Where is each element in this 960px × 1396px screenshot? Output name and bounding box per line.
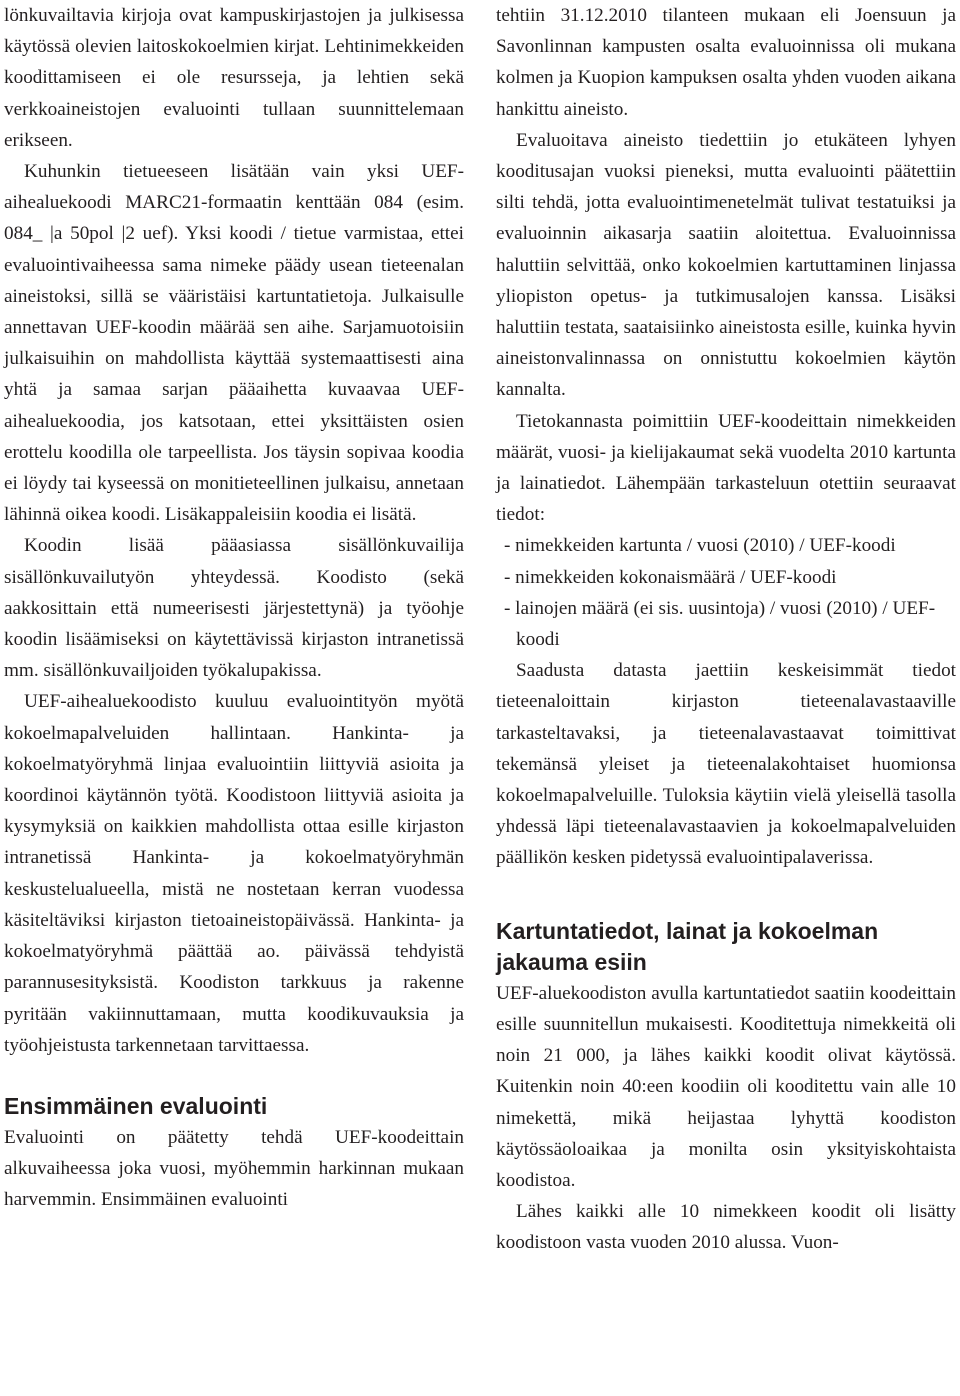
spacer: [496, 874, 956, 916]
list-item: - nimekkeiden kokonaismäärä / UEF-koodi: [504, 566, 837, 588]
spacer: [4, 1061, 464, 1091]
paragraph: Evaluoitava aineisto tiedettiin jo etukäteen lyhyen kooditusajan vuoksi pieneksi, mutta evaluointi päätettiin silti tehdä, jotta evaluointimenetelmät tulivat testatuiksi ja evaluoinnin aikasarja saatiin aloitettua. Evaluoinnissa haluttiin selvittää, onko kokoelmien kartuttaminen linjassa yliopiston opetus- ja tutkimusalojen kanssa. Lisäksi haluttiin testata, saataisiinko aineistosta esille, kuinka hyvin aineistonvalinnassa on onnistuttu kokoelmien käytön kannalta.: [496, 129, 956, 401]
left-column: [4, 0, 464, 1216]
paragraph: Kuhunkin tietueeseen lisätään vain yksi UEF-aihealuekoodi MARC21-formaatin kenttään 084 (esim. 084_ |a 50pol |2 uef). Yksi koodi / tietue varmistaa, ettei evaluointivaiheessa sama nimeke päädy usean tieteenalan aineistoksi, sillä se vääristäisi kartuntatietoja. Julkaisulle annettavan UEF-koodin määrää sen aihe. Sarjamuotoisiin julkaisuihin on mahdollista käyttää systemaattisesti aina yhtä ja samaa sarjan pääaihetta kuvaavaa UEF-aihealuekoodia, jos katsotaan, ettei yksittäisten osien erottelu koodilla ole tarpeellista. Jos täysin sopivaa koodia ei löydy tai kyseessä on monitieteellinen julkaisu, annetaan lähinnä oikea koodi. Lisäkappaleisiin koodia ei lisätä.: [4, 161, 464, 526]
paragraph: UEF-aluekoodiston avulla kartuntatiedot saatiin koodeittain esille suunnitellun mukaisesti. Kooditettuja nimekkeitä oli noin 21 000, ja lähes kaikki koodit olivat käytössä. Kuitenkin noin 40:een koodiin oli kooditettu vain alle 10 nimekettä, mikä heijastaa lyhyttä koodiston käytössäoloaikaa ja monilta osin yksityiskohtaista koodistoa.: [496, 982, 956, 1191]
list-item: - lainojen määrä (ei sis. uusintoja) / vuosi (2010) / UEF-koodi: [504, 597, 936, 651]
paragraph: Koodin lisää pääasiassa sisällönkuvailija sisällönkuvailutyön yhteydessä. Koodisto (sekä aakkosittain että numeerisesti järjestettynä) ja työohje koodin lisäämiseksi on käytettävissä kirjaston intranetissä mm. sisällönkuvailjoiden työkalupakissa.: [4, 535, 464, 682]
paragraph: lönkuvailtavia kirjoja ovat kampuskirjastojen ja julkisessa käytössä olevien laitoskokoelmien kirjat. Lehtinimekkeiden koodittamiseen ei ole resursseja, ja lehtien sekä verkkoaineistojen evaluointi tullaan suunnittelemaan erikseen.: [4, 5, 464, 151]
section-heading: Kartuntatiedot, lainat ja kokoelman jakauma esiin: [496, 917, 879, 975]
paragraph: UEF-aihealuekoodisto kuuluu evaluointityön myötä kokoelmapalveluiden hallintaan. Hankinta- ja kokoelmatyöryhmä linjaa evaluointiin liittyviä asioita ja koordinoi käytännön työtä. Koodistoon liittyviä asioita ja kysymyksiä on kaikkien mahdollista ottaa esille kirjaston intranetissä Hankinta- ja kokoelmatyöryhmän keskustelualueella, mistä ne nostetaan kerran vuodessa käsiteltäviksi kirjaston tietoaineistopäivässä. Hankinta- ja kokoelmatyöryhmä päättää ao. päivässä tehdyistä parannusesityksistä. Koodiston tarkkuus ja rakenne pyritään vakiinnuttamaan, mutta koodikuvauksia ja työohjeistusta tarkennetaan tarvittaessa.: [4, 691, 464, 1056]
paragraph: Saadusta datasta jaettiin keskeisimmät tiedot tieteenaloittain kirjaston tieteenalavastaaville tarkasteltavaksi, ja tieteenalavastaavat toimittivat tekemänsä yleiset ja tieteenalakohtaiset huomionsa kokoelmapalveluille. Tuloksia käytiin vielä yleisellä tasolla yhdessä läpi tieteenalavastaavien ja kokoelmapalveluiden päällikön kesken pidetyssä evaluointipalaverissa.: [496, 660, 956, 869]
paragraph: Tietokannasta poimittiin UEF-koodeittain nimekkeiden määrät, vuosi- ja kielijakaumat sekä vuodelta 2010 kartunta ja lainatiedot. Lähempään tarkasteluun otettiin seuraavat tiedot:: [496, 410, 956, 526]
paragraph: Lähes kaikki alle 10 nimekkeen koodit oli lisätty koodistoon vasta vuoden 2010 alussa. Vuon-: [496, 1201, 956, 1254]
paragraph: Evaluointi on päätetty tehdä UEF-koodeittain alkuvaiheessa joka vuosi, myöhemmin harkinnan mukaan harvemmin. Ensimmäinen evaluointi: [4, 1126, 464, 1211]
section-heading: Ensimmäinen evaluointi: [4, 1092, 268, 1119]
list-item: - nimekkeiden kartunta / vuosi (2010) / UEF-koodi: [504, 535, 896, 557]
right-column: [496, 0, 956, 1259]
paragraph: tehtiin 31.12.2010 tilanteen mukaan eli Joensuun ja Savonlinnan kampusten osalta evaluoinnissa oli mukana kolmen ja Kuopion kampuksen osalta yhden vuoden aikana hankittu aineisto.: [496, 5, 956, 120]
